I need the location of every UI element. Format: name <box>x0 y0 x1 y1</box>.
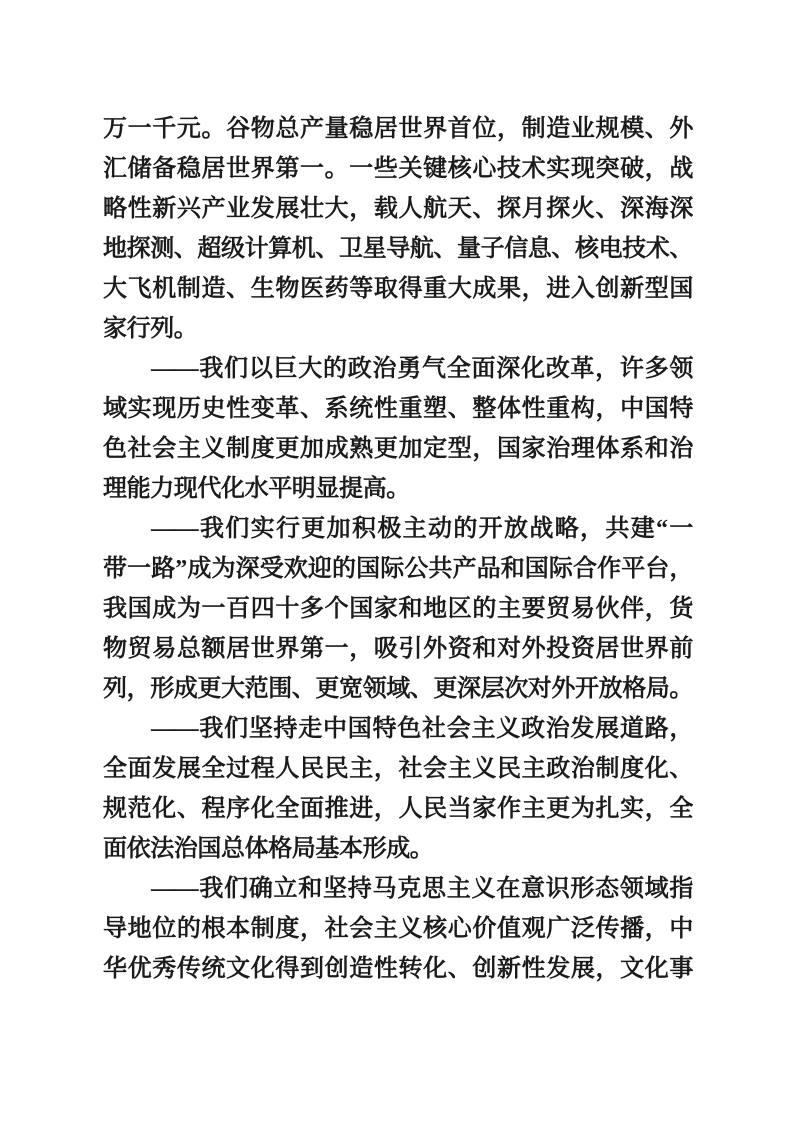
text-line: 面依法治国总体格局基本形成。 <box>103 836 434 862</box>
text-line: 列，形成更大范围、更宽领域、更深层次对外开放格局。 <box>103 676 693 702</box>
text-line: 规范化、程序化全面推进，人民当家作主更为扎实，全 <box>103 796 693 822</box>
text-line: 地探测、超级计算机、卫星导航、量子信息、核电技术、 <box>103 236 693 262</box>
text-line: 华优秀传统文化得到创造性转化、创新性发展，文化事 <box>103 956 693 982</box>
text-line: 汇储备稳居世界第一。一些关键核心技术实现突破，战 <box>103 156 693 182</box>
text-line: 略性新兴产业发展壮大，载人航天、探月探火、深海深 <box>103 196 693 222</box>
paragraph-1 <box>103 109 693 349</box>
paragraph-2 <box>103 349 693 509</box>
text-line: 万一千元。谷物总产量稳居世界首位，制造业规模、外 <box>103 116 693 142</box>
text-line: 导地位的根本制度，社会主义核心价值观广泛传播，中 <box>103 916 693 942</box>
paragraph-4 <box>103 709 693 869</box>
paragraph-3 <box>103 509 693 709</box>
text-line: ——我们以巨大的政治勇气全面深化改革，许多领 <box>151 356 693 382</box>
text-line: 物贸易总额居世界第一，吸引外资和对外投资居世界前 <box>103 636 693 662</box>
text-line: 全面发展全过程人民民主，社会主义民主政治制度化、 <box>103 756 693 782</box>
text-line: 我国成为一百四十多个国家和地区的主要贸易伙伴，货 <box>103 596 693 622</box>
text-line: 家行列。 <box>103 316 198 342</box>
text-line: 理能力现代化水平明显提高。 <box>103 476 410 502</box>
paragraph-5 <box>103 869 693 989</box>
text-line: 大飞机制造、生物医药等取得重大成果，进入创新型国 <box>103 276 693 302</box>
text-line: 域实现历史性变革、系统性重塑、整体性重构，中国特 <box>103 396 693 422</box>
text-line: ——我们实行更加积极主动的开放战略，共建“一 <box>151 516 693 542</box>
text-line: 带一路”成为深受欢迎的国际公共产品和国际合作平台， <box>103 556 693 582</box>
text-line: 色社会主义制度更加成熟更加定型，国家治理体系和治 <box>103 436 693 462</box>
text-line: ——我们坚持走中国特色社会主义政治发展道路， <box>151 716 693 742</box>
text-line: ——我们确立和坚持马克思主义在意识形态领域指 <box>151 876 693 902</box>
